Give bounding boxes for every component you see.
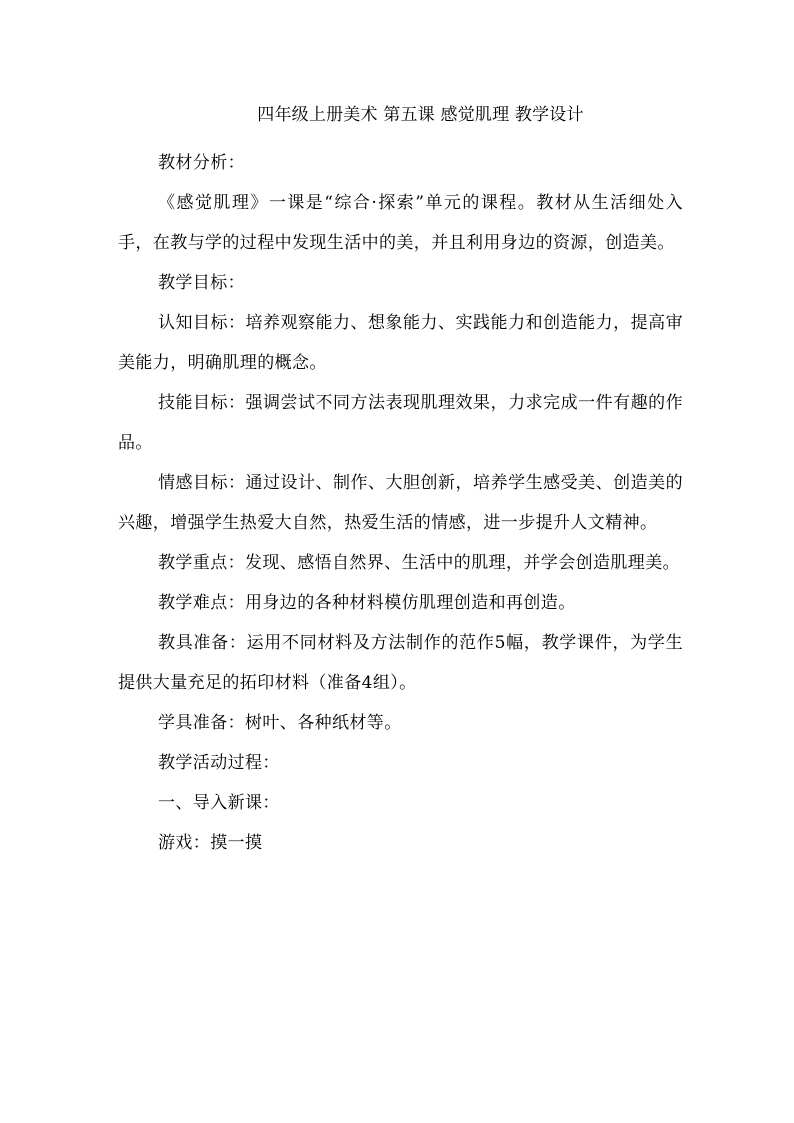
paragraph-difficult-points: 教学难点：用身边的各种材料模仿肌理创造和再创造。 — [158, 593, 576, 613]
paragraph-key-points: 教学重点：发现、感悟自然界、生活中的肌理，并学会创造肌理美。 — [158, 553, 680, 573]
paragraph-student-materials: 学具准备：树叶、各种纸材等。 — [158, 713, 402, 733]
document-body — [118, 100, 683, 863]
heading-teaching-process: 教学活动过程： — [158, 753, 280, 773]
heading-introduction: 一、导入新课： — [158, 793, 280, 813]
heading-textbook-analysis: 教材分析： — [158, 153, 245, 173]
paragraph-teaching-aids: 教具准备：运用不同材料及方法制作的范作5幅，教学课件，为学生提供大量充足的拓印材料（准备4组）。 — [118, 633, 683, 693]
document-title: 四年级上册美术 第五课 感觉肌理 教学设计 — [257, 105, 584, 125]
paragraph-skill-goal: 技能目标：强调尝试不同方法表现肌理效果，力求完成一件有趣的作品。 — [118, 393, 683, 453]
paragraph-cognitive-goal: 认知目标：培养观察能力、想象能力、实践能力和创造能力，提高审美能力，明确肌理的概念。 — [118, 313, 683, 373]
paragraph-textbook-analysis: 《感觉肌理》一课是“综合·探索”单元的课程。教材从生活细处入手，在教与学的过程中发现生活中的美，并且利用身边的资源，创造美。 — [118, 193, 683, 253]
heading-teaching-goals: 教学目标： — [158, 273, 245, 293]
paragraph-game: 游戏：摸一摸 — [158, 833, 263, 853]
paragraph-emotion-goal: 情感目标：通过设计、制作、大胆创新，培养学生感受美、创造美的兴趣，增强学生热爱大自然，热爱生活的情感，进一步提升人文精神。 — [118, 473, 683, 533]
